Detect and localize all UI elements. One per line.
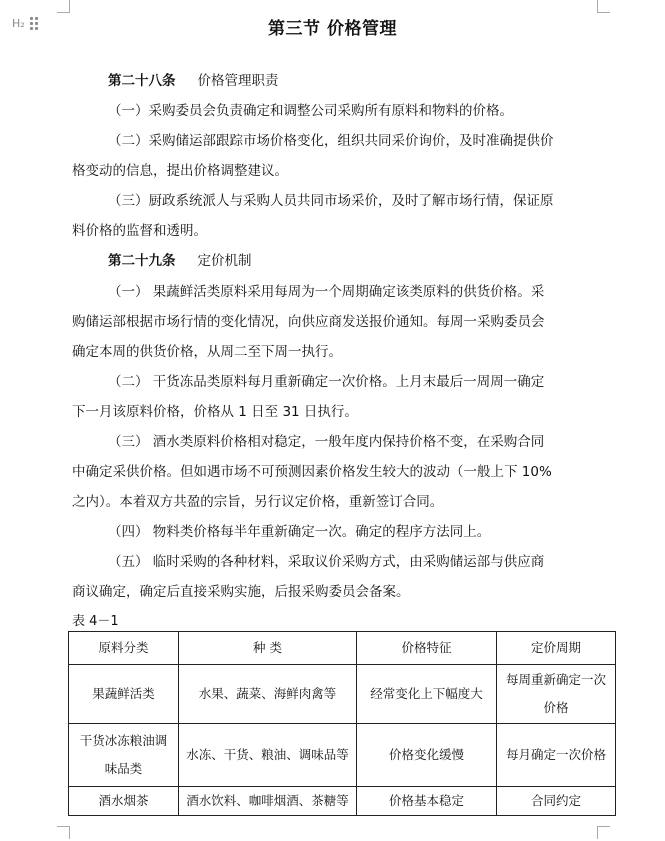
table-cell: 水冻、干货、粮油、调味品等 — [179, 724, 357, 787]
table-row — [69, 787, 616, 816]
table-cell: 酒水饮料、咖啡烟酒、茶糖等 — [179, 787, 357, 816]
table-cell: 酒水烟茶 — [69, 787, 179, 816]
article-number: 第二十八条 — [108, 73, 176, 89]
table-cell: 干货冰冻粮油调味品类 — [69, 724, 179, 787]
table-cell: 每周重新确定一次价格 — [497, 665, 616, 724]
page-corner-mark — [597, 826, 610, 839]
table-cell: 水果、蔬菜、海鲜肉禽等 — [179, 665, 357, 724]
paragraph-line: 之内）。本着双方共盈的宗旨，另行议定价格，重新签订合同。 — [72, 494, 444, 510]
paragraph-line: 下一月该原料价格，价格从 1 日至 31 日执行。 — [72, 404, 358, 420]
paragraph-line: 格变动的信息，提出价格调整建议。 — [72, 163, 288, 179]
page-corner-mark — [597, 0, 610, 13]
table-row — [69, 665, 616, 724]
paragraph-line: （二）采购储运部跟踪市场价格变化，组织共同采价询价，及时准确提供价 — [108, 133, 554, 149]
table-header-cell: 原料分类 — [69, 632, 179, 665]
paragraph-line: （二） 干货冻品类原料每月重新确定一次价格。上月末最后一周周一确定 — [108, 374, 545, 390]
table-row — [69, 724, 616, 787]
paragraph-line: （一） 果蔬鲜活类原料采用每周为一个周期确定该类原料的供货价格。采 — [108, 284, 545, 300]
article-title: 价格管理职责 — [197, 73, 279, 89]
paragraph-line: （一）采购委员会负责确定和调整公司采购所有原料和物料的价格。 — [108, 103, 513, 119]
section-title: 第三节 价格管理 — [268, 19, 397, 39]
article-title: 定价机制 — [197, 253, 252, 269]
paragraph-line: 中确定采供价格。但如遇市场不可预测因素价格发生较大的波动（一般上下 10% — [72, 464, 552, 480]
article-number: 第二十九条 — [108, 253, 176, 269]
paragraph-line: 确定本周的供货价格，从周二至下周一执行。 — [72, 344, 342, 360]
article-heading — [108, 249, 252, 269]
paragraph-line: （三） 酒水类原料价格相对稳定，一般年度内保持价格不变，在采购合同 — [108, 434, 545, 450]
table-cell: 价格基本稳定 — [357, 787, 497, 816]
table-cell: 经常变化上下幅度大 — [357, 665, 497, 724]
table-cell: 每月确定一次价格 — [497, 724, 616, 787]
paragraph-line: 商议确定，确定后直接采购实施，后报采购委员会备案。 — [72, 584, 410, 600]
page-corner-mark — [57, 826, 70, 839]
heading-level-label: H₂ — [12, 17, 25, 30]
paragraph-line: 购储运部根据市场行情的变化情况，向供应商发送报价通知。每周一采购委员会 — [72, 314, 545, 330]
table-header-cell: 价格特征 — [357, 632, 497, 665]
article-heading — [108, 69, 279, 89]
table-cell: 价格变化缓慢 — [357, 724, 497, 787]
table-header-cell: 种 类 — [179, 632, 357, 665]
table-caption: 表 4－1 — [72, 614, 119, 629]
paragraph-line: 料价格的监督和透明。 — [72, 223, 207, 239]
price-table — [68, 631, 616, 816]
page-corner-mark — [57, 0, 70, 13]
table-header-row — [69, 632, 616, 665]
table-cell: 合同约定 — [497, 787, 616, 816]
paragraph-line: （五） 临时采购的各种材料，采取议价采购方式，由采购储运部与供应商 — [108, 554, 545, 570]
paragraph-line: （三）厨政系统派人与采购人员共同市场采价，及时了解市场行情，保证原 — [108, 193, 554, 209]
table-header-cell: 定价周期 — [497, 632, 616, 665]
paragraph-line: （四） 物料类价格每半年重新确定一次。确定的程序方法同上。 — [108, 524, 491, 540]
table-cell: 果蔬鲜活类 — [69, 665, 179, 724]
